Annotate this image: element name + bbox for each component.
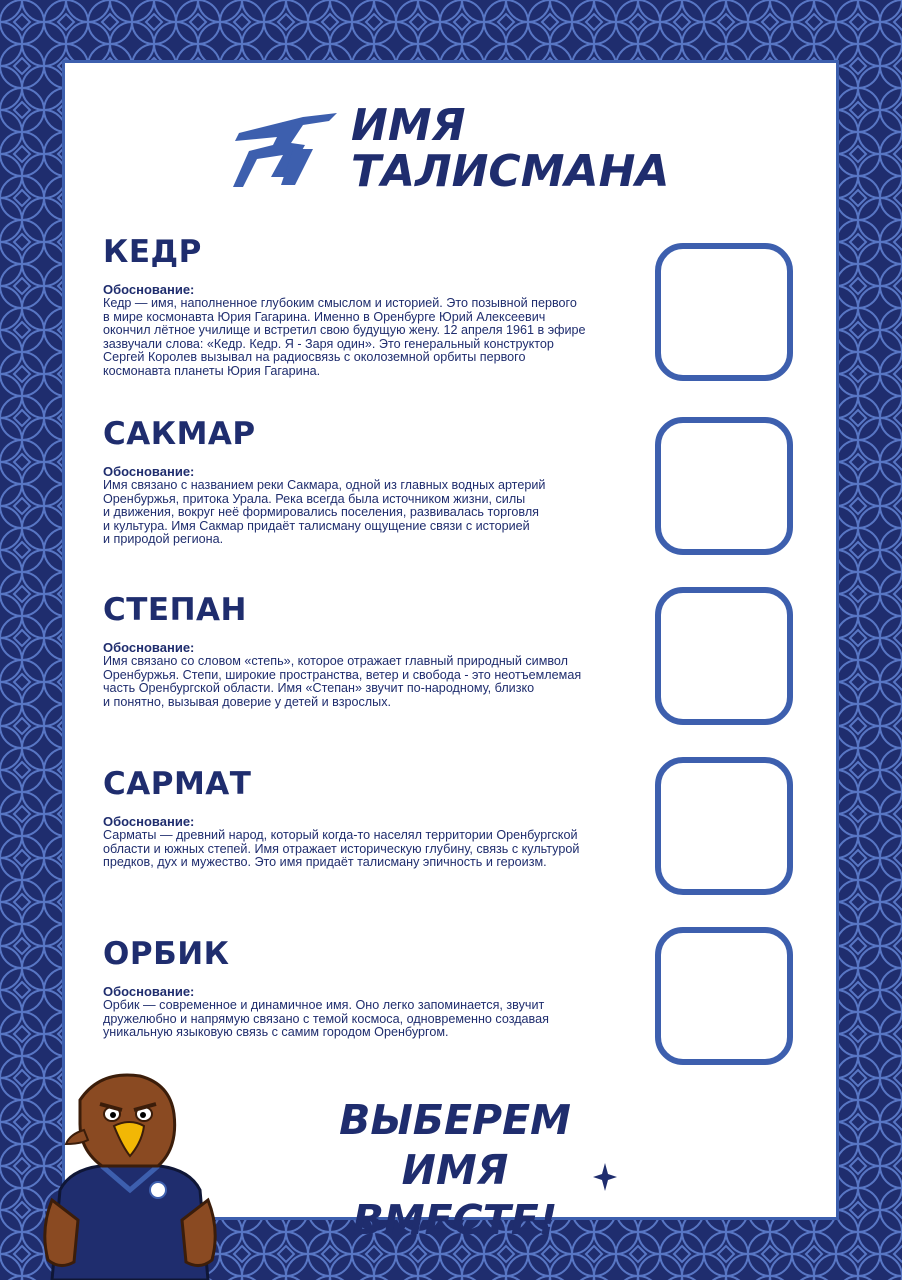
- sparkle-icon: [593, 1163, 617, 1191]
- candidate-kedr: [103, 235, 663, 379]
- vote-checkbox-orbik[interactable]: [655, 927, 793, 1065]
- rationale-text: Кедр — имя, наполненное глубоким смыслом и историей. Это позывной первого в мире космонавта Юрия Гагарина. Именно в Оренбурге Юрий Алексеевич окончил лётное училище и встретил свою будущую жену. 12 апреля 1961 в эфире зазвучали слова: «Кедр. Кедр. Я - Заря один». Это генеральный конструктор Сергей Королев вызывал на радиосвязь с околоземной орбиты первого космонавта планеты Юрия Гагарина.: [103, 296, 586, 378]
- page-title: ИМЯ ТАЛИСМАНА: [351, 100, 670, 197]
- vote-checkbox-sarmat[interactable]: [655, 757, 793, 895]
- candidate-sarmat: [103, 767, 663, 870]
- rationale-label: Обоснование:: [103, 984, 195, 999]
- candidate-name: САКМАР: [103, 416, 256, 452]
- ballot-sheet: [62, 60, 839, 1244]
- candidate-name: КЕДР: [103, 234, 202, 270]
- runner-logo-icon: [233, 109, 343, 189]
- eagle-mascot-illustration: [40, 1070, 220, 1280]
- rationale-label: Обоснование:: [103, 814, 195, 829]
- rationale-label: Обоснование:: [103, 282, 195, 297]
- rationale-label: Обоснование:: [103, 464, 195, 479]
- rationale-label: Обоснование:: [103, 640, 195, 655]
- rationale-text: Имя связано с названием реки Сакмара, одной из главных водных артерий Оренбуржья, притока Урала. Река всегда была источником жизни, силы и движения, вокруг неё формировались поселения, развивалась торговля и культура. Имя Сакмар придаёт талисману ощущение связи с историей и природой региона.: [103, 478, 546, 547]
- slogan: ВЫБЕРЕМ ИМЯ ВМЕСТЕ!: [339, 1096, 571, 1244]
- candidate-name: СТЕПАН: [103, 592, 247, 628]
- rationale-text: Имя связано со словом «степь», которое отражает главный природный символ Оренбуржья. Степи, широкие пространства, ветер и свобода - это неотъемлемая часть Оренбургской области. Имя «Степан» звучит по-народному, близко и понятно, вызывая доверие у детей и взрослых.: [103, 654, 582, 709]
- candidate-orbik: [103, 937, 663, 1040]
- rationale-text: Орбик — современное и динамичное имя. Оно легко запоминается, звучит дружелюбно и напрямую связано с темой космоса, одновременно создавая уникальную языковую связь с самим городом Оренбургом.: [103, 998, 549, 1040]
- rationale-text: Сарматы — древний народ, который когда-то населял территории Оренбургской области и южных степей. Имя отражает историческую глубину, связь с культурой предков, дух и мужество. Это имя придаёт талисману эпичность и героизм.: [103, 828, 580, 870]
- candidate-name: САРМАТ: [103, 766, 252, 802]
- candidate-sakmar: [103, 417, 663, 547]
- vote-checkbox-kedr[interactable]: [655, 243, 793, 381]
- candidate-name: ОРБИК: [103, 936, 230, 972]
- header: [233, 100, 693, 203]
- vote-checkbox-sakmar[interactable]: [655, 417, 793, 555]
- candidate-stepan: [103, 593, 663, 709]
- vote-checkbox-stepan[interactable]: [655, 587, 793, 725]
